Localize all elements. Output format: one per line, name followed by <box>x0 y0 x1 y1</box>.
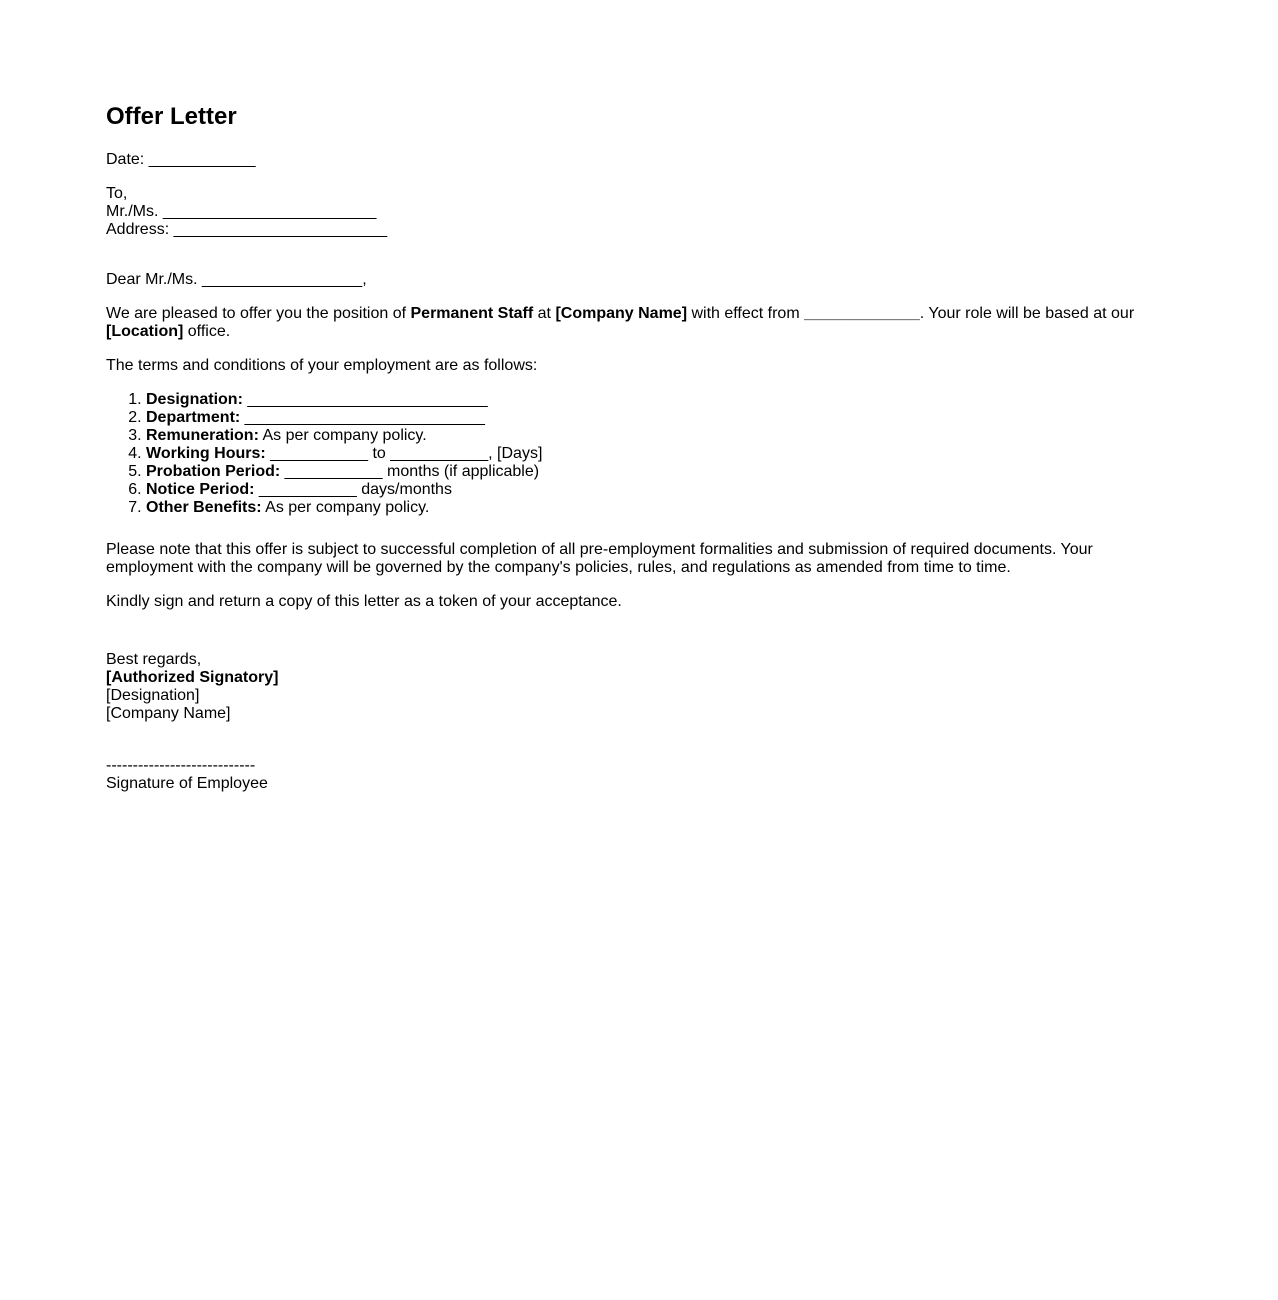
term-department <box>146 409 1156 427</box>
recipient-name-line <box>106 203 1156 221</box>
date-line <box>106 151 1156 169</box>
to-label: To, <box>106 185 128 202</box>
term-notice-period <box>146 481 1156 499</box>
term-value: ___________ days/months <box>254 481 452 498</box>
term-label: Department: <box>146 409 241 426</box>
name-blank: ________________________ <box>162 203 377 220</box>
offer-text-5: office. <box>183 323 231 340</box>
signature-line: ---------------------------- <box>106 757 256 774</box>
signatory-name: [Authorized Signatory] <box>106 669 279 686</box>
term-label: Remuneration: <box>146 427 259 444</box>
recipient-address-line <box>106 221 1156 239</box>
employee-signature-block <box>106 757 1156 793</box>
offer-text-3: with effect from <box>687 305 805 322</box>
note-paragraph: Please note that this offer is subject to successful completion of all pre-employment formalities and submission of required documents. Your employment with the company will be governed by the company's policies, rules, and regulations as amended from time to time. <box>106 541 1093 576</box>
offer-text-2: at <box>533 305 556 322</box>
company-placeholder: [Company Name] <box>555 305 688 322</box>
term-value: As per company policy. <box>261 499 430 516</box>
offer-text-4: . Your role will be based at our <box>919 305 1135 322</box>
term-label: Notice Period: <box>146 481 255 498</box>
term-value: ___________________________ <box>240 409 485 426</box>
page-title: Offer Letter <box>106 103 237 130</box>
term-designation <box>146 391 1156 409</box>
terms-intro: The terms and conditions of your employment are as follows: <box>106 357 538 374</box>
authorized-signatory <box>106 669 1156 687</box>
term-value: As per company policy. <box>258 427 427 444</box>
address-label: Address: <box>106 221 170 238</box>
offer-paragraph <box>106 305 1156 341</box>
term-other-benefits <box>146 499 1156 517</box>
offer-text-1: We are pleased to offer you the position of <box>106 305 411 322</box>
term-value: ___________________________ <box>242 391 488 408</box>
term-working-hours <box>146 445 1156 463</box>
signature-label: Signature of Employee <box>106 775 268 792</box>
term-probation-period <box>146 463 1156 481</box>
salutation-text: Dear Mr./Ms. <box>106 271 198 288</box>
date-blank: ____________ <box>148 151 256 168</box>
offer-letter-document <box>106 100 1156 793</box>
position-name: Permanent Staff <box>410 305 534 322</box>
terms-list <box>106 391 1156 517</box>
closing-block <box>106 651 1156 723</box>
recipient-block <box>106 185 1156 239</box>
term-remuneration <box>146 427 1156 445</box>
term-label: Probation Period: <box>146 463 281 480</box>
salutation-blank: __________________ <box>202 271 363 288</box>
term-label: Other Benefits: <box>146 499 262 516</box>
term-value: ___________ months (if applicable) <box>280 463 540 480</box>
regards: Best regards, <box>106 651 202 668</box>
date-label: Date: <box>106 151 145 168</box>
name-label: Mr./Ms. <box>106 203 159 220</box>
effect-date-blank: _____________ <box>804 305 920 322</box>
address-blank: ________________________ <box>173 221 388 238</box>
salutation-comma: , <box>362 271 367 288</box>
signatory-designation: [Designation] <box>106 687 200 704</box>
salutation <box>106 271 1156 289</box>
acceptance-request: Kindly sign and return a copy of this letter as a token of your acceptance. <box>106 593 622 610</box>
term-label: Working Hours: <box>146 445 266 462</box>
location-placeholder: [Location] <box>106 323 184 340</box>
term-value: ___________ to ___________, [Days] <box>265 445 543 462</box>
term-label: Designation: <box>146 391 243 408</box>
signatory-company: [Company Name] <box>106 705 231 722</box>
